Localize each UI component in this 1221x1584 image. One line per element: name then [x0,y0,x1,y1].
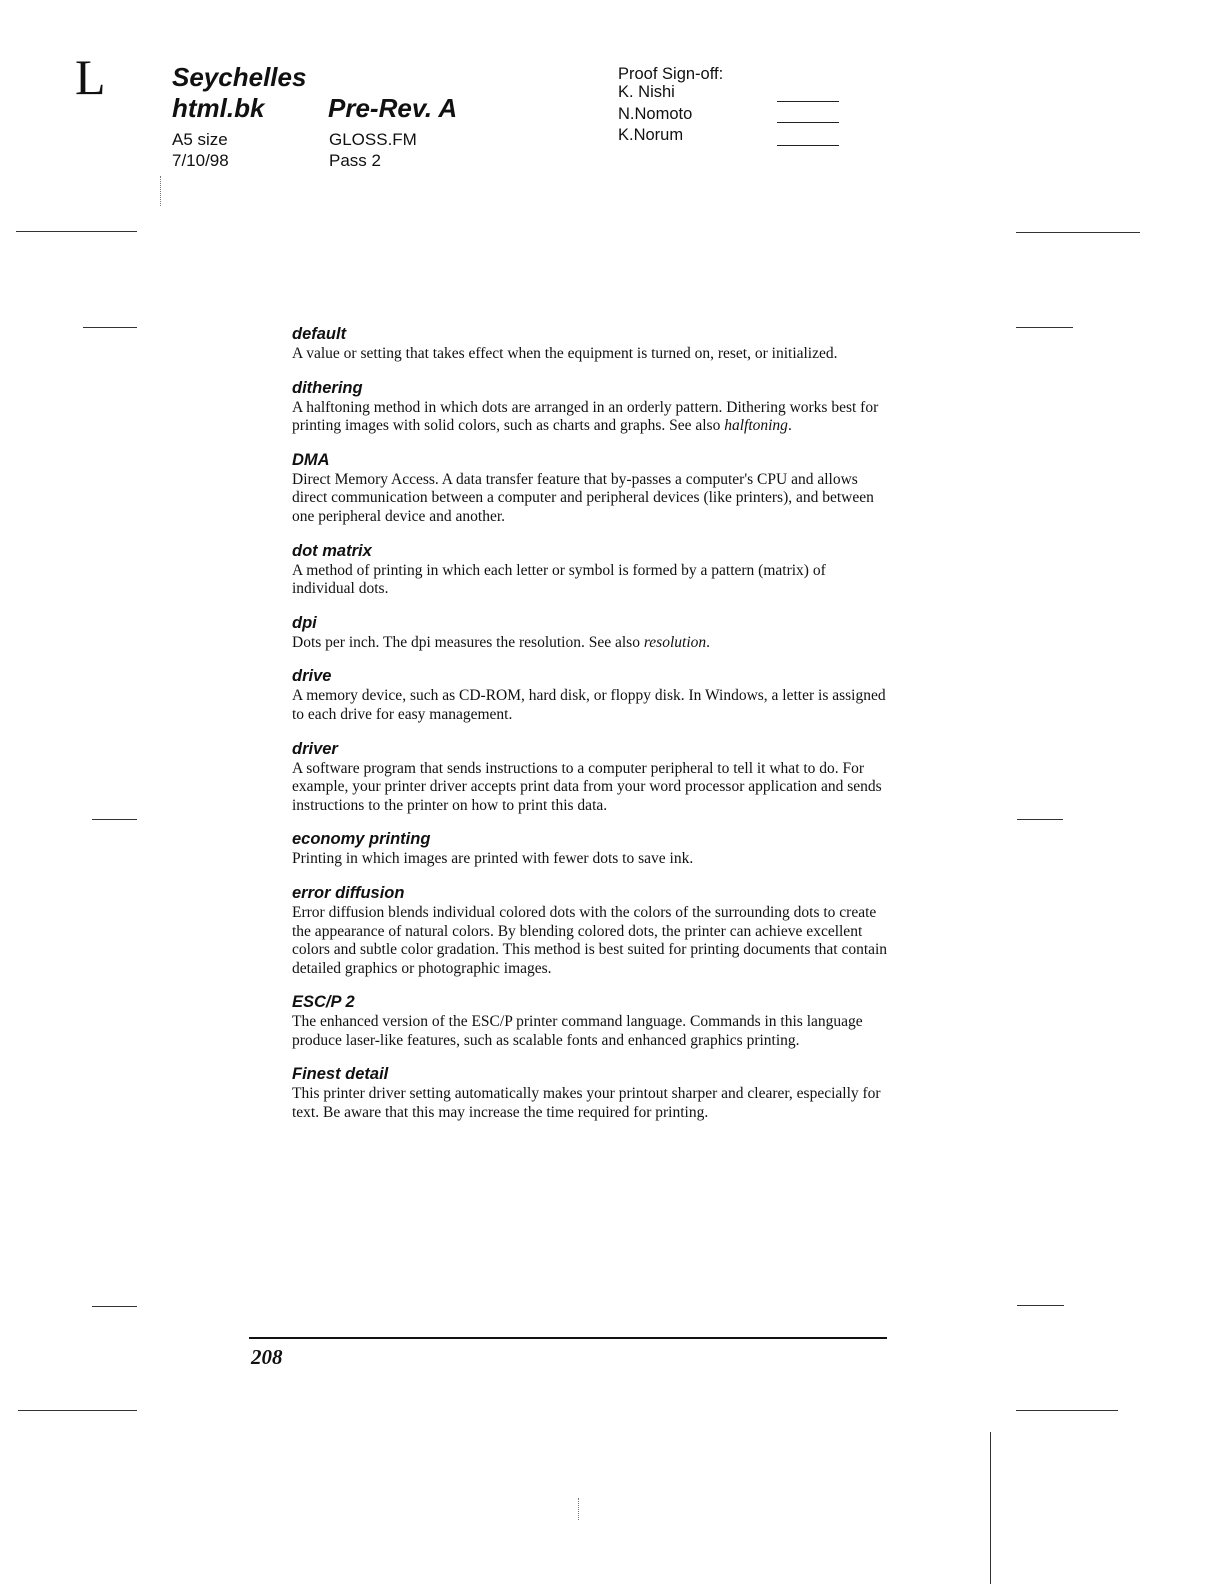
glossary-entry [292,324,892,364]
glossary-definition: Printing in which images are printed with fewer dots to save ink. [292,850,694,868]
glossary-entry [292,666,892,724]
glossary-entry [292,378,892,436]
glossary-list [292,324,892,1137]
glossary-definition: This printer driver setting automatically makes your printout sharper and clearer, especially for text. Be aware that this may increase the time required for printing. [292,1085,881,1122]
revision: Pre-Rev. A [328,93,458,123]
file-name: GLOSS.FM [329,130,417,149]
signoff-name: K. Nishi [618,83,675,101]
glossary-term: error diffusion [292,883,405,902]
signoff-name: N.Nomoto [618,105,693,123]
crop-mark [92,1306,137,1307]
crop-mark [92,819,137,820]
crop-mark [1017,819,1063,820]
glossary-entry [292,450,892,527]
registration-mark [160,176,161,206]
book-name: Seychelles [172,62,307,92]
glossary-definition: A value or setting that takes effect when the equipment is turned on, reset, or initialized. [292,345,838,362]
glossary-definition: A method of printing in which each letter or symbol is formed by a pattern (matrix) of individual dots. [292,561,826,598]
crop-mark [16,231,137,232]
paper-size: A5 size [172,130,228,149]
glossary-definition: Dots per inch. The dpi measures the resolution. See also resolution. [292,633,711,651]
date: 7/10/98 [172,151,229,170]
registration-mark [578,1498,579,1520]
glossary-entry [292,1064,892,1122]
glossary-entry [292,541,892,599]
pass: Pass 2 [329,151,381,170]
crop-mark [18,1410,137,1411]
glossary-definition: The enhanced version of the ESC/P printer command language. Commands in this language produce laser-like features, such as scalable fonts and enhanced graphics printing. [292,1013,863,1049]
crop-mark [1017,1305,1064,1306]
signoff-name: K.Norum [618,126,684,144]
crop-mark [1016,232,1140,233]
glossary-term: default [292,325,347,343]
glossary-term: DMA [292,450,330,469]
glossary-definition: A halftoning method in which dots are arranged in an orderly pattern. Dithering works best for printing images with solid colors, such as charts and graphs. See also halftoning. [292,398,879,435]
see-also-link: resolution [643,633,707,651]
page-number: 208 [251,1345,283,1369]
glossary-term: dithering [292,378,363,397]
corner-letter: L [75,49,106,105]
glossary-term: dpi [292,613,317,632]
see-also-link: halftoning [724,417,788,435]
glossary-entry [292,613,892,653]
crop-mark [1016,1410,1118,1411]
glossary-term: economy printing [292,830,431,849]
crop-mark [990,1432,991,1584]
signoff-line [777,145,839,146]
glossary-entry [292,829,892,869]
glossary-entry [292,739,892,816]
glossary-term: ESC/P 2 [292,993,355,1012]
glossary-term: Finest detail [292,1065,389,1084]
book-file: html.bk [172,93,265,123]
signoff-label: Proof Sign-off: [618,65,724,83]
glossary-term: drive [292,667,332,686]
glossary-definition: Error diffusion blends individual colored dots with the colors of the surrounding dots to create the appearance of natural colors. By blending colored dots, the printer can achieve excellent colors and subtle color gradation. This method is best suited for printing documents that contain detailed graphics or photographic images. [292,903,888,977]
signoff-line [777,101,839,102]
crop-mark [83,327,137,328]
glossary-term: dot matrix [292,541,372,560]
glossary-entry [292,992,892,1050]
signoff-line [777,122,839,123]
glossary-definition: Direct Memory Access. A data transfer feature that by-passes a computer's CPU and allows direct communication between a computer and peripheral devices (like printers), and between one peripheral device and another. [292,470,874,525]
glossary-term: driver [292,739,338,758]
glossary-definition: A software program that sends instructions to a computer peripheral to tell it what to do. For example, your printer driver accepts print data from your word processor application and sends instructions to the printer on how to print this data. [292,759,882,814]
crop-mark [1016,327,1073,328]
glossary-definition: A memory device, such as CD-ROM, hard disk, or floppy disk. In Windows, a letter is assigned to each drive for easy management. [292,687,886,723]
glossary-entry [292,883,892,978]
footer-rule [249,1337,887,1339]
